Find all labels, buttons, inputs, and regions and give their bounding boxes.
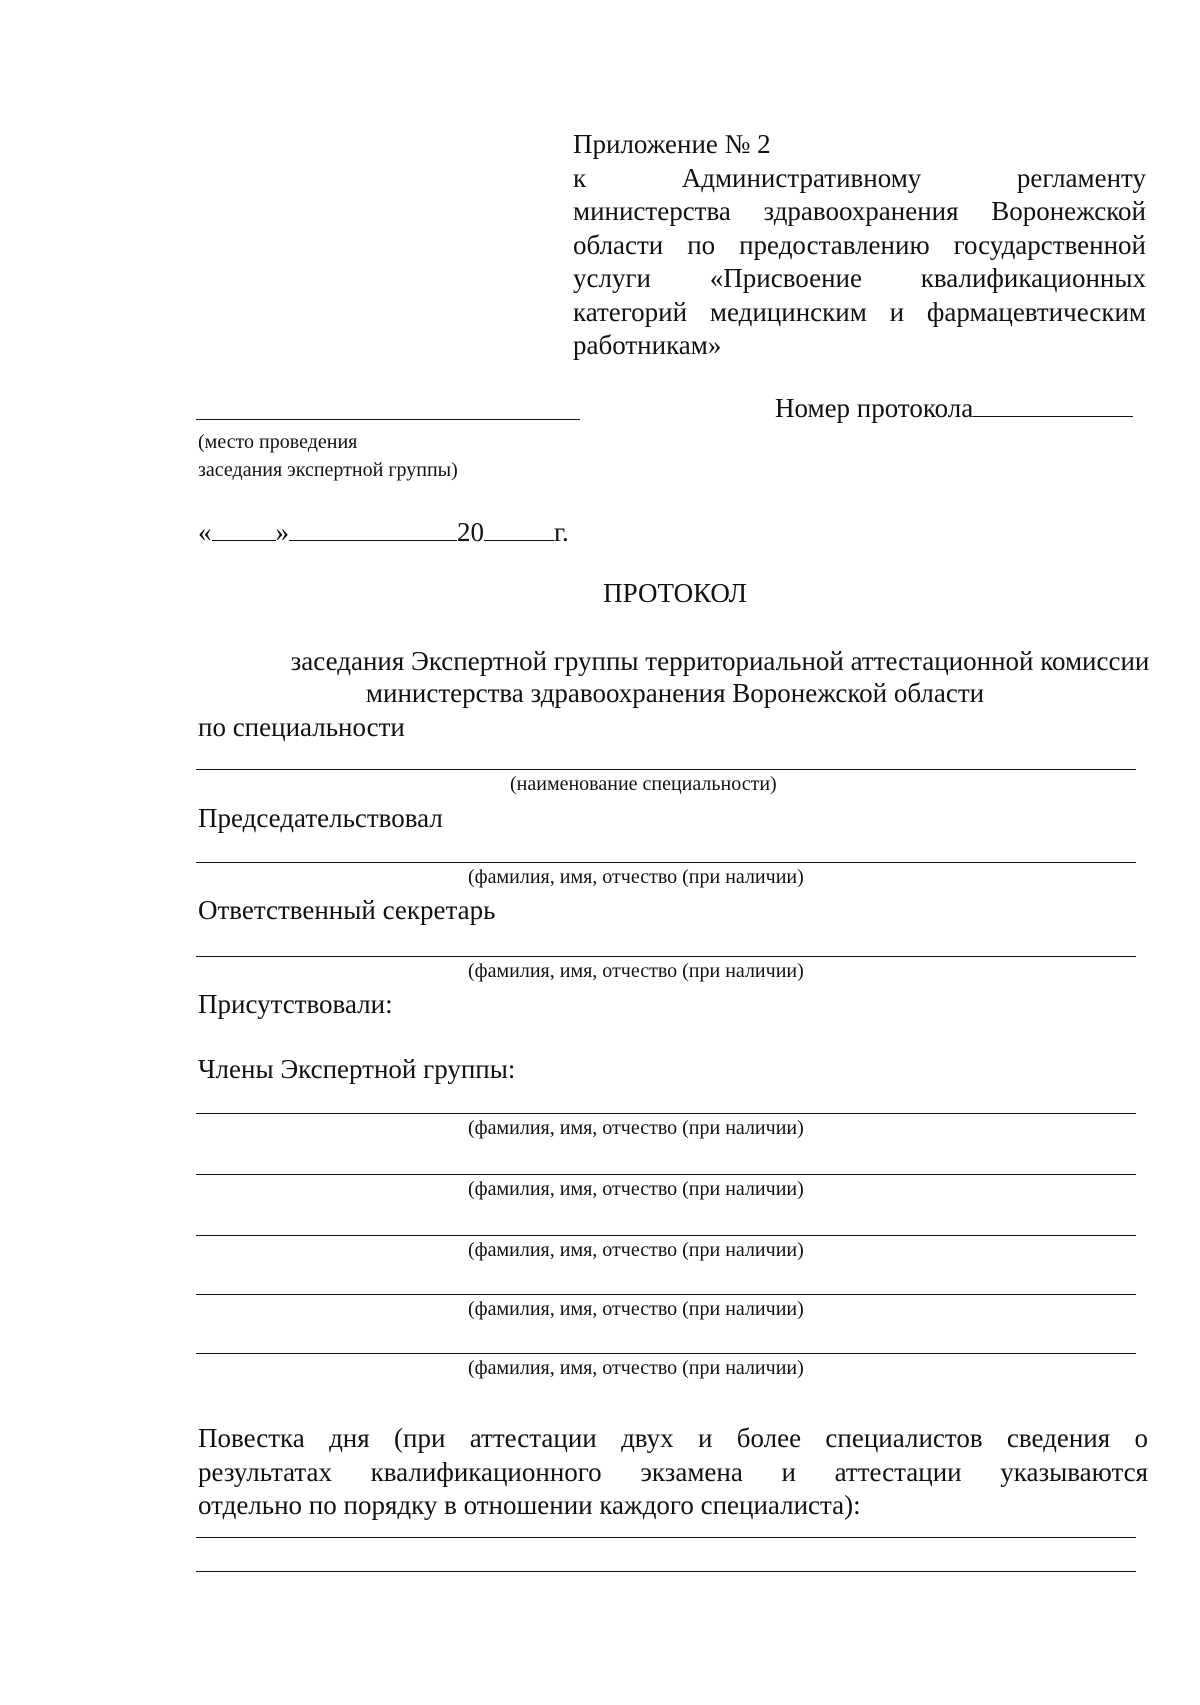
page-title: ПРОТОКОЛ [603,578,747,608]
members-label: Члены Экспертной группы: [198,1054,516,1084]
date-open-quote: « [198,517,212,547]
appendix-line: области по предоставлению государственной [573,229,1146,260]
appendix-line: к Административному регламенту [573,162,1146,193]
agenda-line: отдельно по порядку в отношении каждого специалиста): [198,1490,861,1520]
title-subtitle-2: министерства здравоохранения Воронежской области [365,678,985,708]
member-caption: (фамилия, имя, отчество (при наличии) [468,1117,804,1139]
specialty-field-line[interactable] [196,769,1136,770]
member-field-line[interactable] [196,1353,1136,1354]
member-field-line[interactable] [196,1235,1136,1236]
member-field-line[interactable] [196,1113,1136,1114]
protocol-number [775,392,1133,424]
appendix-line: работникам» [573,330,722,360]
chair-caption: (фамилия, имя, отчество (при наличии) [468,866,804,888]
member-caption: (фамилия, имя, отчество (при наличии) [468,1357,804,1379]
secretary-field-line[interactable] [196,956,1136,957]
appendix-line: услуги «Присвоение квалификационных [573,263,1146,293]
agenda-field-line[interactable] [196,1571,1136,1572]
protocol-number-label: Номер протокола [775,393,974,423]
member-caption: (фамилия, имя, отчество (при наличии) [468,1298,804,1320]
date-year-prefix: 20 [457,517,484,547]
date-year-suffix: г. [554,517,569,547]
member-field-line[interactable] [196,1294,1136,1295]
specialty-caption: (наименование специальности) [510,773,777,795]
agenda-line: Повестка дня (при аттестации двух и более специалистов сведения о [198,1423,1148,1453]
date-line [198,516,569,548]
member-field-line[interactable] [196,1174,1136,1175]
protocol-number-field[interactable] [973,392,1133,417]
member-caption: (фамилия, имя, отчество (при наличии) [468,1239,804,1261]
agenda-field-line[interactable] [196,1537,1136,1538]
by-specialty-label: по специальности [198,712,405,742]
agenda-text [198,1422,1148,1523]
chair-field-line[interactable] [196,862,1136,863]
date-day-field[interactable] [212,516,276,541]
appendix-line: категорий медицинским и фармацевтическим [573,296,1146,327]
place-field-line[interactable] [196,419,580,420]
appendix-line: министерства здравоохранения Воронежской [573,196,1146,226]
place-caption-line-1: (место проведения [198,431,358,453]
chair-label: Председательствовал [198,803,443,833]
date-month-field[interactable] [289,516,457,541]
date-year-field[interactable] [484,516,554,541]
appendix-line: Приложение № 2 [573,129,771,159]
secretary-caption: (фамилия, имя, отчество (при наличии) [468,960,804,982]
title-subtitle-1: заседания Экспертной группы территориальной аттестационной комиссии [290,646,1150,676]
present-label: Присутствовали: [198,989,393,1019]
place-caption [198,428,458,484]
place-caption-line-2: заседания экспертной группы) [198,459,458,481]
member-caption: (фамилия, имя, отчество (при наличии) [468,1178,804,1200]
date-close-quote: » [275,517,289,547]
agenda-line: результатах квалификационного экзамена и аттестации указываются [198,1456,1148,1487]
appendix-reference [573,128,1146,363]
secretary-label: Ответственный секретарь [198,895,496,925]
